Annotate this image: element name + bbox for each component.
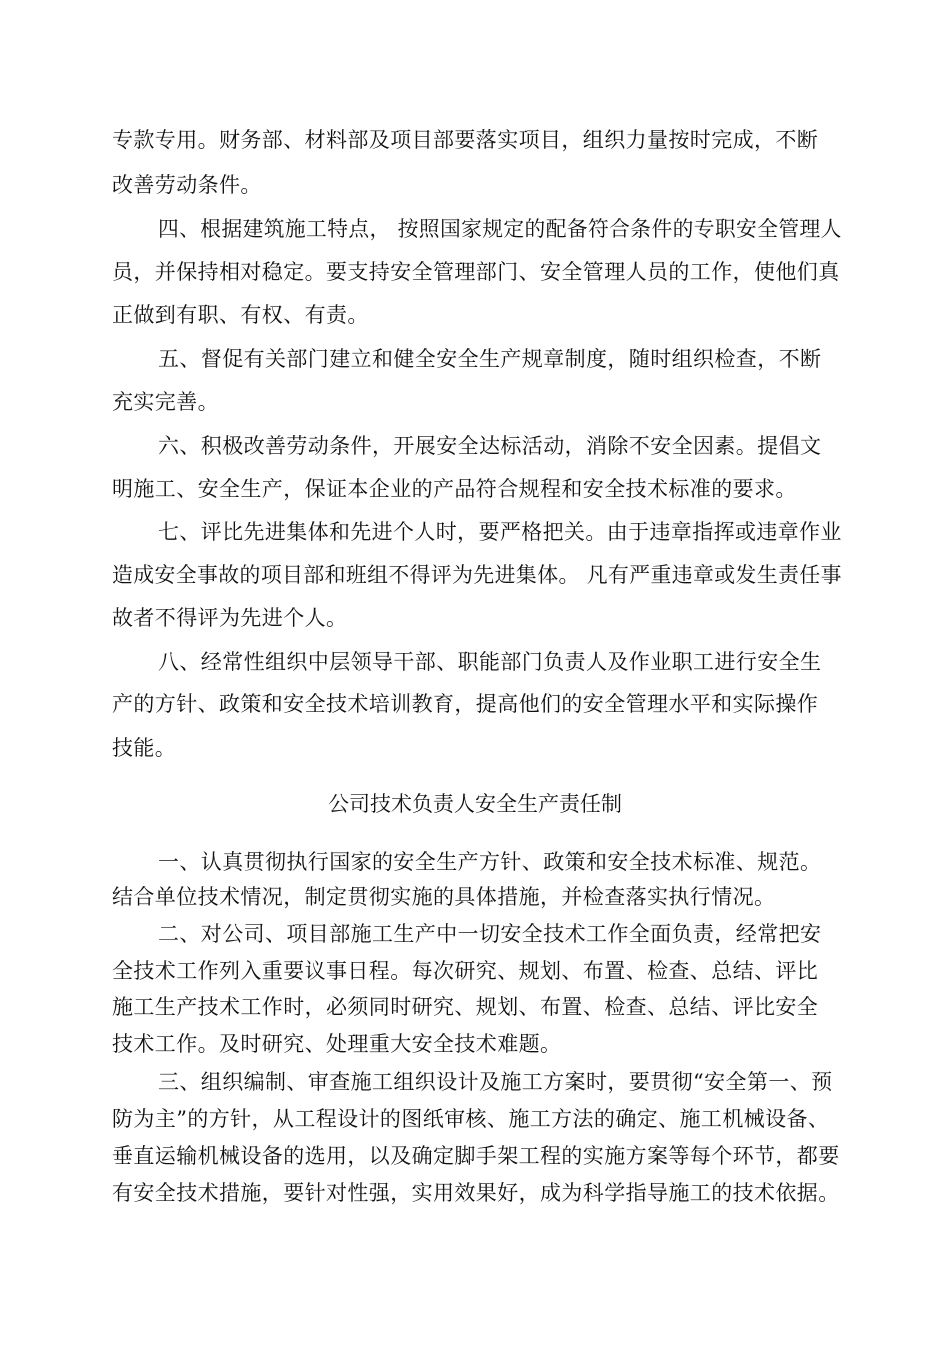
text-line: 故者不得评为先进个人。 [112,606,348,630]
text-line: 正做到有职、有权、有责。 [112,303,369,327]
text-line: 结合单位技术情况，制定贯彻实施的具体措施，并检查落实执行情况。 [112,885,776,909]
text-line: 全技术工作列入重要议事日程。每次研究、规划、布置、检查、总结、评比 [112,959,819,983]
text-line: 有安全技术措施，要针对性强，实用效果好，成为科学指导施工的技术依据。 [112,1181,840,1205]
text-line: 明施工、安全生产，保证本企业的产品符合规程和安全技术标准的要求。 [112,477,797,501]
text-line: 垂直运输机械设备的选用，以及确定脚手架工程的实施方案等每个环节，都要 [112,1144,840,1168]
section-title: 公司技术负责人安全生产责任制 [328,792,622,816]
text-line: 一、认真贯彻执行国家的安全生产方针、政策和安全技术标准、规范。 [158,850,822,874]
text-line: 六、积极改善劳动条件，开展安全达标活动，消除不安全因素。提倡文 [158,434,822,458]
text-line: 员，并保持相对稳定。要支持安全管理部门、安全管理人员的工作，使他们真 [112,260,840,284]
text-line: 七、评比先进集体和先进个人时，要严格把关。由于违章指挥或违章作业 [158,520,842,544]
text-line: 防为主”的方针，从工程设计的图纸审核、施工方法的确定、施工机械设备、 [112,1107,830,1131]
text-line: 技术工作。及时研究、处理重大安全技术难题。 [112,1032,562,1056]
text-line: 二、对公司、项目部施工生产中一切安全技术工作全面负责，经常把安 [158,922,822,946]
text-line: 五、督促有关部门建立和健全安全生产规章制度，随时组织检查，不断 [158,347,822,371]
text-line: 造成安全事故的项目部和班组不得评为先进集体。 凡有严重违章或发生责任事 [112,563,842,587]
text-line: 四、根据建筑施工特点， 按照国家规定的配备符合条件的专职安全管理人 [158,217,842,241]
text-line: 施工生产技术工作时，必须同时研究、规划、布置、检查、总结、评比安全 [112,995,819,1019]
text-line: 产的方针、政策和安全技术培训教育，提高他们的安全管理水平和实际操作 [112,692,819,716]
text-line: 专款专用。财务部、材料部及项目部要落实项目，组织力量按时完成，不断 [112,128,819,152]
text-line: 改善劳动条件。 [112,173,262,197]
text-line: 技能。 [112,736,177,760]
text-line: 充实完善。 [112,390,219,414]
text-line: 八、经常性组织中层领导干部、职能部门负责人及作业职工进行安全生 [158,650,822,674]
text-line: 三、组织编制、审查施工组织设计及施工方案时，要贯彻“安全第一、预 [158,1070,833,1094]
